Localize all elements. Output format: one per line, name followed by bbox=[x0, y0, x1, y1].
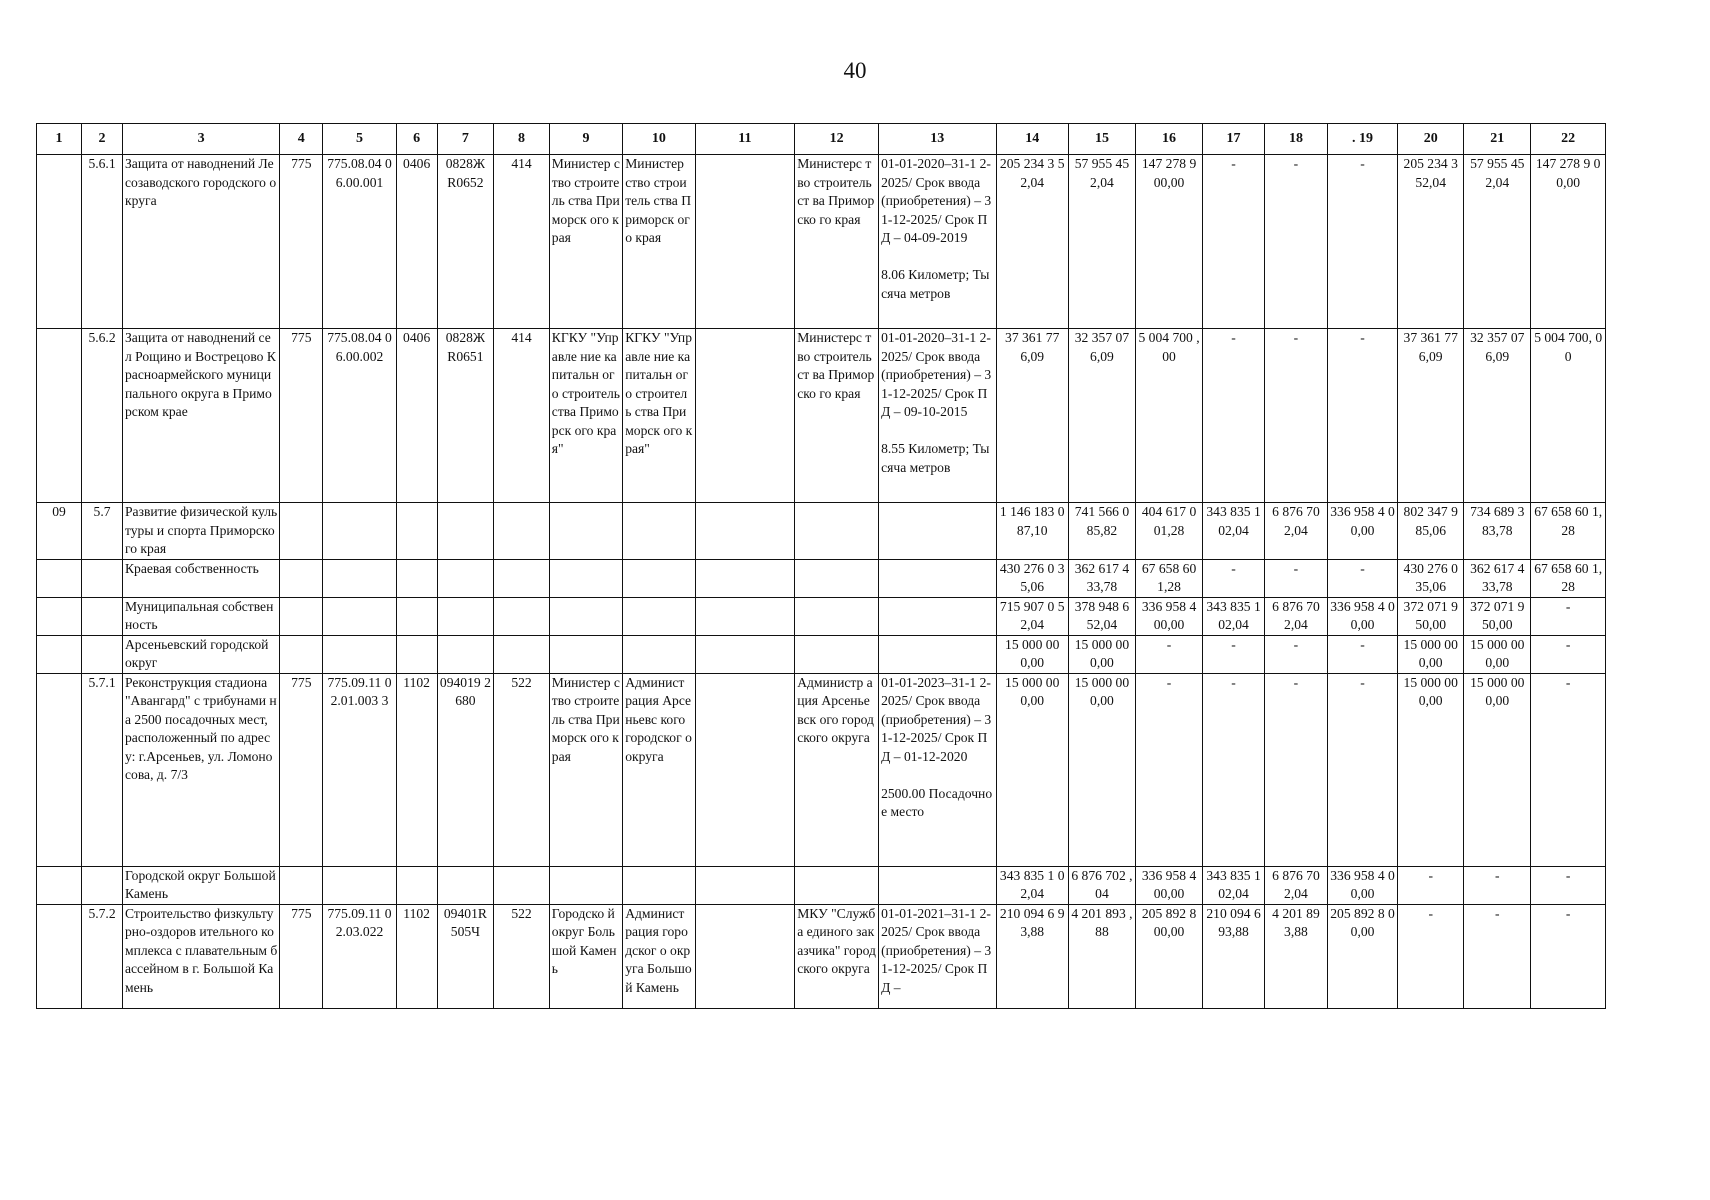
cell-col-18: - bbox=[1264, 673, 1327, 866]
cell-col-14: 205 234 3 52,04 bbox=[996, 155, 1068, 329]
cell-col-20: 802 347 9 85,06 bbox=[1398, 503, 1464, 560]
table-row bbox=[37, 155, 1606, 329]
cell-col-15: 378 948 6 52,04 bbox=[1068, 597, 1135, 635]
cell-col-2: 5.7 bbox=[82, 503, 123, 560]
cell-col-16: 5 004 700 ,00 bbox=[1136, 329, 1203, 503]
cell-col-15: 15 000 00 0,00 bbox=[1068, 673, 1135, 866]
cell-col-1 bbox=[37, 673, 82, 866]
cell-col-6: 1102 bbox=[396, 904, 437, 1008]
cell-col-14: 15 000 00 0,00 bbox=[996, 635, 1068, 673]
cell-col-2: 5.7.1 bbox=[82, 673, 123, 866]
cell-col-18: - bbox=[1264, 329, 1327, 503]
cell-col-6 bbox=[396, 866, 437, 904]
cell-col-17: - bbox=[1203, 635, 1265, 673]
cell-col-21: 362 617 4 33,78 bbox=[1464, 559, 1531, 597]
column-header-9: 9 bbox=[549, 124, 622, 155]
cell-col-16: 205 892 8 00,00 bbox=[1136, 904, 1203, 1008]
cell-col-9 bbox=[549, 503, 622, 560]
cell-col-11 bbox=[695, 635, 795, 673]
table-row bbox=[37, 635, 1606, 673]
cell-col-21: 372 071 9 50,00 bbox=[1464, 597, 1531, 635]
cell-col-3: Защита от наводнений Лесозаводского городского округа bbox=[122, 155, 279, 329]
cell-col-20: - bbox=[1398, 866, 1464, 904]
cell-col-10: КГКУ "Управле ние капитальн ого строитель ства Приморск ого края" bbox=[623, 329, 695, 503]
cell-col-14: 210 094 6 93,88 bbox=[996, 904, 1068, 1008]
cell-col-22: - bbox=[1531, 597, 1606, 635]
cell-col-17: - bbox=[1203, 155, 1265, 329]
cell-col-13 bbox=[879, 597, 996, 635]
cell-col-15: 15 000 00 0,00 bbox=[1068, 635, 1135, 673]
cell-col-1 bbox=[37, 904, 82, 1008]
cell-col-4: 775 bbox=[280, 155, 323, 329]
cell-col-18: 6 876 70 2,04 bbox=[1264, 866, 1327, 904]
header-row bbox=[37, 124, 1606, 155]
column-header-22: 22 bbox=[1531, 124, 1606, 155]
cell-col-20: - bbox=[1398, 904, 1464, 1008]
cell-col-1 bbox=[37, 597, 82, 635]
cell-col-8: 522 bbox=[494, 673, 550, 866]
cell-col-19: - bbox=[1327, 635, 1397, 673]
cell-col-7 bbox=[437, 635, 494, 673]
cell-col-6 bbox=[396, 597, 437, 635]
cell-col-21: 734 689 3 83,78 bbox=[1464, 503, 1531, 560]
cell-col-1 bbox=[37, 866, 82, 904]
cell-col-1 bbox=[37, 155, 82, 329]
cell-col-14: 715 907 0 52,04 bbox=[996, 597, 1068, 635]
column-header-4: 4 bbox=[280, 124, 323, 155]
cell-col-12: Администр ация Арсеньевск ого городского округа bbox=[795, 673, 879, 866]
cell-col-17: 210 094 693,88 bbox=[1203, 904, 1265, 1008]
column-header-3: 3 bbox=[122, 124, 279, 155]
column-header-15: 15 bbox=[1068, 124, 1135, 155]
cell-col-5 bbox=[323, 635, 396, 673]
cell-col-2 bbox=[82, 866, 123, 904]
cell-col-20: 15 000 00 0,00 bbox=[1398, 635, 1464, 673]
cell-col-10: Админист рация Арсеньевс кого городског о округа bbox=[623, 673, 695, 866]
cell-col-3: Развитие физической культуры и спорта Приморского края bbox=[122, 503, 279, 560]
cell-col-12: Министерс тво строительст ва Приморско го края bbox=[795, 155, 879, 329]
cell-col-22: - bbox=[1531, 635, 1606, 673]
cell-col-1 bbox=[37, 635, 82, 673]
cell-col-15: 32 357 07 6,09 bbox=[1068, 329, 1135, 503]
cell-col-8: 414 bbox=[494, 155, 550, 329]
cell-col-13: 01-01-2020–31-1 2-2025/ Срок ввода (приобретения) – 31-12-2025/ Срок ПД – 04-09-2019 8.06 Километр; Тысяча метров bbox=[879, 155, 996, 329]
cell-col-4 bbox=[280, 597, 323, 635]
cell-col-4: 775 bbox=[280, 904, 323, 1008]
cell-col-10: Админист рация городског о округа Большой Камень bbox=[623, 904, 695, 1008]
cell-col-14: 1 146 183 087,10 bbox=[996, 503, 1068, 560]
cell-col-8 bbox=[494, 503, 550, 560]
cell-col-5: 775.09.11 02.03.022 bbox=[323, 904, 396, 1008]
cell-col-12 bbox=[795, 597, 879, 635]
cell-col-9: Министер ство строитель ства Приморск ого края bbox=[549, 673, 622, 866]
column-header-10: 10 bbox=[623, 124, 695, 155]
cell-col-15: 741 566 0 85,82 bbox=[1068, 503, 1135, 560]
cell-col-21: 32 357 07 6,09 bbox=[1464, 329, 1531, 503]
cell-col-4 bbox=[280, 635, 323, 673]
cell-col-16: 147 278 9 00,00 bbox=[1136, 155, 1203, 329]
cell-col-13 bbox=[879, 559, 996, 597]
cell-col-9: Городско й округ Большой Камень bbox=[549, 904, 622, 1008]
cell-col-12 bbox=[795, 503, 879, 560]
table-row bbox=[37, 503, 1606, 560]
column-header-21: 21 bbox=[1464, 124, 1531, 155]
column-header-16: 16 bbox=[1136, 124, 1203, 155]
cell-col-10 bbox=[623, 503, 695, 560]
cell-col-9: КГКУ "Управле ние капитальн ого строитель ства Приморск ого края" bbox=[549, 329, 622, 503]
cell-col-13: 01-01-2021–31-1 2-2025/ Срок ввода (приобретения) – 31-12-2025/ Срок ПД – bbox=[879, 904, 996, 1008]
cell-col-3: Защита от наводнений сел Рощино и Вострецово Красноармейского муниципального округа в Приморском крае bbox=[122, 329, 279, 503]
cell-col-17: - bbox=[1203, 329, 1265, 503]
cell-col-20: 372 071 9 50,00 bbox=[1398, 597, 1464, 635]
cell-col-18: - bbox=[1264, 635, 1327, 673]
cell-col-7: 0828Ж R0652 bbox=[437, 155, 494, 329]
column-header-20: 20 bbox=[1398, 124, 1464, 155]
table-row bbox=[37, 329, 1606, 503]
cell-col-3: Краевая собственность bbox=[122, 559, 279, 597]
cell-col-7 bbox=[437, 597, 494, 635]
cell-col-4 bbox=[280, 559, 323, 597]
cell-col-13 bbox=[879, 866, 996, 904]
column-header-12: 12 bbox=[795, 124, 879, 155]
cell-col-1 bbox=[37, 559, 82, 597]
cell-col-16: 336 958 4 00,00 bbox=[1136, 866, 1203, 904]
column-header-11: 11 bbox=[695, 124, 795, 155]
cell-col-8 bbox=[494, 559, 550, 597]
cell-col-13 bbox=[879, 503, 996, 560]
cell-col-11 bbox=[695, 597, 795, 635]
cell-col-7 bbox=[437, 559, 494, 597]
cell-col-22: - bbox=[1531, 673, 1606, 866]
cell-col-6: 0406 bbox=[396, 155, 437, 329]
cell-col-16: - bbox=[1136, 635, 1203, 673]
cell-col-19: - bbox=[1327, 155, 1397, 329]
cell-col-3: Реконструкция стадиона "Авангард" с трибунами на 2500 посадочных мест, расположенный по адресу: г.Арсеньев, ул. Ломоносова, д. 7/3 bbox=[122, 673, 279, 866]
table-row bbox=[37, 597, 1606, 635]
cell-col-13: 01-01-2020–31-1 2-2025/ Срок ввода (приобретения) – 31-12-2025/ Срок ПД – 09-10-2015 8.55 Километр; Тысяча метров bbox=[879, 329, 996, 503]
cell-col-19: - bbox=[1327, 559, 1397, 597]
cell-col-4: 775 bbox=[280, 673, 323, 866]
cell-col-8: 522 bbox=[494, 904, 550, 1008]
table-body bbox=[37, 155, 1606, 1009]
cell-col-3: Строительство физкультурно-оздоров ительного комплекса с плавательным бассейном в г. Большой Камень bbox=[122, 904, 279, 1008]
cell-col-10 bbox=[623, 866, 695, 904]
cell-col-20: 15 000 00 0,00 bbox=[1398, 673, 1464, 866]
cell-col-5 bbox=[323, 866, 396, 904]
cell-col-22: 67 658 60 1,28 bbox=[1531, 559, 1606, 597]
cell-col-6: 0406 bbox=[396, 329, 437, 503]
page-number: 40 bbox=[843, 58, 867, 83]
cell-col-14: 37 361 77 6,09 bbox=[996, 329, 1068, 503]
cell-col-16: 336 958 4 00,00 bbox=[1136, 597, 1203, 635]
cell-col-16: 67 658 60 1,28 bbox=[1136, 559, 1203, 597]
cell-col-5: 775.09.11 02.01.003 3 bbox=[323, 673, 396, 866]
cell-col-22: 67 658 60 1,28 bbox=[1531, 503, 1606, 560]
cell-col-9 bbox=[549, 635, 622, 673]
cell-col-17: 343 835 102,04 bbox=[1203, 866, 1265, 904]
cell-col-3: Арсеньевский городской округ bbox=[122, 635, 279, 673]
cell-col-9: Министер ство строитель ства Приморск ого края bbox=[549, 155, 622, 329]
cell-col-3: Муниципальная собственность bbox=[122, 597, 279, 635]
cell-col-12 bbox=[795, 866, 879, 904]
column-header-6: 6 bbox=[396, 124, 437, 155]
cell-col-2 bbox=[82, 635, 123, 673]
cell-col-2: 5.6.2 bbox=[82, 329, 123, 503]
cell-col-16: 404 617 0 01,28 bbox=[1136, 503, 1203, 560]
column-header-8: 8 bbox=[494, 124, 550, 155]
cell-col-2 bbox=[82, 559, 123, 597]
column-header-5: 5 bbox=[323, 124, 396, 155]
cell-col-7 bbox=[437, 503, 494, 560]
cell-col-18: 4 201 89 3,88 bbox=[1264, 904, 1327, 1008]
cell-col-16: - bbox=[1136, 673, 1203, 866]
cell-col-5: 775.08.04 06.00.001 bbox=[323, 155, 396, 329]
cell-col-18: - bbox=[1264, 155, 1327, 329]
cell-col-5: 775.08.04 06.00.002 bbox=[323, 329, 396, 503]
cell-col-19: - bbox=[1327, 673, 1397, 866]
cell-col-12: Министерс тво строительст ва Приморско го края bbox=[795, 329, 879, 503]
column-header-1: 1 bbox=[37, 124, 82, 155]
cell-col-13: 01-01-2023–31-1 2-2025/ Срок ввода (приобретения) – 31-12-2025/ Срок ПД – 01-12-2020 2500.00 Посадочное место bbox=[879, 673, 996, 866]
cell-col-15: 57 955 45 2,04 bbox=[1068, 155, 1135, 329]
cell-col-17: 343 835 102,04 bbox=[1203, 597, 1265, 635]
cell-col-4 bbox=[280, 866, 323, 904]
cell-col-5 bbox=[323, 597, 396, 635]
cell-col-19: 336 958 4 00,00 bbox=[1327, 866, 1397, 904]
cell-col-11 bbox=[695, 866, 795, 904]
cell-col-19: 336 958 4 00,00 bbox=[1327, 597, 1397, 635]
cell-col-10 bbox=[623, 635, 695, 673]
cell-col-20: 430 276 0 35,06 bbox=[1398, 559, 1464, 597]
cell-col-2 bbox=[82, 597, 123, 635]
cell-col-12 bbox=[795, 559, 879, 597]
cell-col-11 bbox=[695, 329, 795, 503]
cell-col-6 bbox=[396, 559, 437, 597]
cell-col-10 bbox=[623, 559, 695, 597]
cell-col-6: 1102 bbox=[396, 673, 437, 866]
cell-col-21: 15 000 00 0,00 bbox=[1464, 673, 1531, 866]
cell-col-17: - bbox=[1203, 559, 1265, 597]
cell-col-1: 09 bbox=[37, 503, 82, 560]
cell-col-18: - bbox=[1264, 559, 1327, 597]
cell-col-11 bbox=[695, 155, 795, 329]
cell-col-6 bbox=[396, 503, 437, 560]
cell-col-21: 57 955 45 2,04 bbox=[1464, 155, 1531, 329]
table-row bbox=[37, 866, 1606, 904]
cell-col-6 bbox=[396, 635, 437, 673]
cell-col-10: Министер ство строитель ства Приморск ого края bbox=[623, 155, 695, 329]
cell-col-13 bbox=[879, 635, 996, 673]
table-row bbox=[37, 559, 1606, 597]
cell-col-18: 6 876 70 2,04 bbox=[1264, 597, 1327, 635]
cell-col-9 bbox=[549, 866, 622, 904]
cell-col-8 bbox=[494, 597, 550, 635]
cell-col-15: 4 201 893 ,88 bbox=[1068, 904, 1135, 1008]
cell-col-7: 0828Ж R0651 bbox=[437, 329, 494, 503]
cell-col-22: 147 278 9 00,00 bbox=[1531, 155, 1606, 329]
column-header-19: . 19 bbox=[1327, 124, 1397, 155]
cell-col-5 bbox=[323, 559, 396, 597]
cell-col-15: 6 876 702 ,04 bbox=[1068, 866, 1135, 904]
cell-col-19: - bbox=[1327, 329, 1397, 503]
column-header-14: 14 bbox=[996, 124, 1068, 155]
cell-col-4 bbox=[280, 503, 323, 560]
cell-col-22: 5 004 700, 00 bbox=[1531, 329, 1606, 503]
cell-col-5 bbox=[323, 503, 396, 560]
cell-col-22: - bbox=[1531, 866, 1606, 904]
column-header-7: 7 bbox=[437, 124, 494, 155]
cell-col-2: 5.6.1 bbox=[82, 155, 123, 329]
cell-col-4: 775 bbox=[280, 329, 323, 503]
cell-col-7: 094019 2680 bbox=[437, 673, 494, 866]
cell-col-12: МКУ "Служба единого заказчика" городского округа bbox=[795, 904, 879, 1008]
cell-col-21: 15 000 00 0,00 bbox=[1464, 635, 1531, 673]
cell-col-18: 6 876 70 2,04 bbox=[1264, 503, 1327, 560]
cell-col-11 bbox=[695, 904, 795, 1008]
cell-col-7 bbox=[437, 866, 494, 904]
cell-col-8 bbox=[494, 635, 550, 673]
cell-col-14: 430 276 0 35,06 bbox=[996, 559, 1068, 597]
table-row bbox=[37, 673, 1606, 866]
column-header-18: 18 bbox=[1264, 124, 1327, 155]
cell-col-20: 205 234 3 52,04 bbox=[1398, 155, 1464, 329]
cell-col-9 bbox=[549, 597, 622, 635]
cell-col-2: 5.7.2 bbox=[82, 904, 123, 1008]
cell-col-3: Городской округ Большой Камень bbox=[122, 866, 279, 904]
cell-col-21: - bbox=[1464, 866, 1531, 904]
cell-col-19: 336 958 4 00,00 bbox=[1327, 503, 1397, 560]
cell-col-7: 09401R 505Ч bbox=[437, 904, 494, 1008]
cell-col-14: 343 835 1 02,04 bbox=[996, 866, 1068, 904]
cell-col-20: 37 361 77 6,09 bbox=[1398, 329, 1464, 503]
cell-col-15: 362 617 4 33,78 bbox=[1068, 559, 1135, 597]
cell-col-1 bbox=[37, 329, 82, 503]
cell-col-19: 205 892 8 00,00 bbox=[1327, 904, 1397, 1008]
column-header-2: 2 bbox=[82, 124, 123, 155]
table-row bbox=[37, 904, 1606, 1008]
cell-col-14: 15 000 00 0,00 bbox=[996, 673, 1068, 866]
cell-col-11 bbox=[695, 503, 795, 560]
cell-col-8: 414 bbox=[494, 329, 550, 503]
cell-col-11 bbox=[695, 673, 795, 866]
cell-col-21: - bbox=[1464, 904, 1531, 1008]
cell-col-8 bbox=[494, 866, 550, 904]
column-header-17: 17 bbox=[1203, 124, 1265, 155]
cell-col-9 bbox=[549, 559, 622, 597]
cell-col-10 bbox=[623, 597, 695, 635]
cell-col-22: - bbox=[1531, 904, 1606, 1008]
cell-col-12 bbox=[795, 635, 879, 673]
budget-table bbox=[36, 123, 1606, 1009]
cell-col-17: 343 835 102,04 bbox=[1203, 503, 1265, 560]
cell-col-11 bbox=[695, 559, 795, 597]
column-header-13: 13 bbox=[879, 124, 996, 155]
cell-col-17: - bbox=[1203, 673, 1265, 866]
